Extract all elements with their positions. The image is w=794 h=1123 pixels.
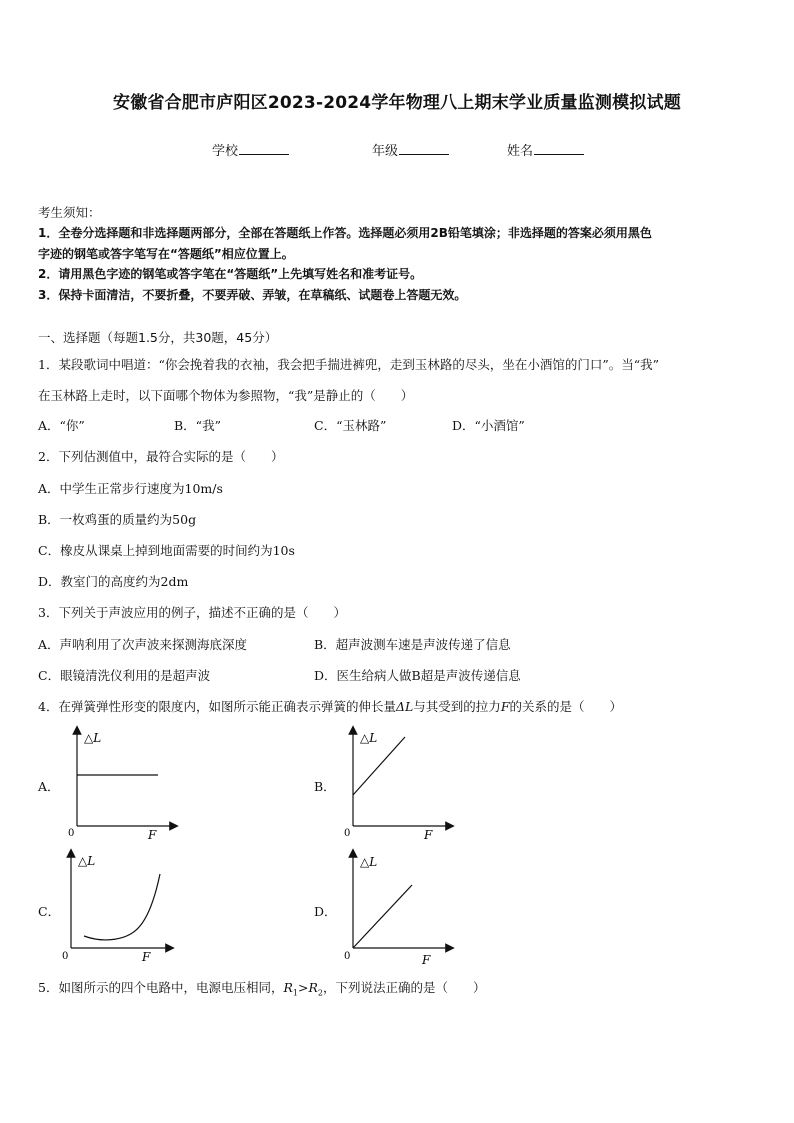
q1-stem-b: 在玉林路上走时，以下面哪个物体为参照物，“我”是静止的（ ） [38, 388, 414, 403]
graph-c-curve [84, 874, 160, 940]
graph-c-y-label: △L [78, 854, 96, 868]
q4-stem-mid: 与其受到的拉力 [413, 699, 501, 714]
q2-option-d[interactable]: D．教室门的高度约为2dm [38, 574, 189, 589]
q5-r2: R [308, 980, 318, 995]
graph-b-x-label: F [424, 828, 433, 842]
notice-heading: 考生须知： [38, 205, 101, 220]
q4-option-c[interactable]: C． [38, 904, 61, 919]
grade-field[interactable] [372, 140, 449, 159]
q5-r2-sub: 2 [317, 988, 323, 998]
page-title: 安徽省合肥市庐阳区2023-2024学年物理八上期末学业质量监测模拟试题 [113, 93, 681, 113]
q3-stem: 3．下列关于声波应用的例子，描述不正确的是（ ） [38, 605, 346, 620]
graph-c-x-label: F [142, 950, 151, 964]
q1-option-c[interactable]: C．“玉林路” [314, 418, 387, 433]
name-field[interactable] [507, 140, 584, 159]
school-label: 学校 [212, 144, 239, 159]
school-field[interactable] [212, 140, 289, 159]
q4-stem-pre: 4．在弹簧弹性形变的限度内，如图所示能正确表示弹簧的伸长量 [38, 699, 396, 714]
graph-c-origin: 0 [62, 951, 69, 962]
graph-d-curve [353, 885, 412, 948]
q2-option-c[interactable]: C．橡皮从课桌上掉到地面需要的时间约为10s [38, 543, 295, 558]
graph-b-origin: 0 [344, 828, 351, 839]
q5-stem-pre: 5．如图所示的四个电路中，电源电压相同， [38, 980, 284, 995]
graph-b-y-label: △L [360, 731, 378, 745]
notice-line-3: 3．保持卡面清洁，不要折叠，不要弄破、弄皱，在草稿纸、试题卷上答题无效。 [38, 288, 467, 302]
graph-b[interactable] [338, 725, 468, 845]
q5-gt: > [297, 980, 309, 995]
q1-stem-a: 1．某段歌词中唱道：“你会挽着我的衣袖，我会把手揣进裤兜，走到玉林路的尽头，坐在小酒馆的门口”。当“我” [38, 357, 660, 372]
q3-option-b[interactable]: B．超声波测车速是声波传递了信息 [314, 637, 511, 652]
grade-blank[interactable] [399, 142, 449, 155]
q4-stem-post: 的关系的是（ ） [509, 699, 623, 714]
q1-option-a[interactable]: A．“你” [38, 418, 85, 433]
q2-option-a[interactable]: A．中学生正常步行速度为10m/s [38, 481, 223, 496]
q4-stem-f: F [500, 699, 510, 714]
graph-d-origin: 0 [344, 951, 351, 962]
graph-a-y-label: △L [84, 731, 102, 745]
q4-stem [38, 697, 622, 715]
q2-option-b[interactable]: B．一枚鸡蛋的质量约为50g [38, 512, 197, 527]
q4-stem-dl: ΔL [395, 699, 414, 714]
q5-r1-sub: 1 [292, 988, 298, 998]
notice-line-2: 2．请用黑色字迹的钢笔或答字笔在“答题纸”上先填写姓名和准考证号。 [38, 267, 423, 281]
q1-option-b[interactable]: B．“我” [174, 418, 221, 433]
name-blank[interactable] [534, 142, 584, 155]
notice-line-1a: 1．全卷分选择题和非选择题两部分，全部在答题纸上作答。选择题必须用2B铅笔填涂；非选择题的答案必须用黑色 [38, 226, 652, 240]
graph-d[interactable] [338, 848, 468, 973]
q5-r1: R [283, 980, 293, 995]
q5-stem [38, 978, 486, 998]
graph-d-x-label: F [422, 953, 431, 967]
grade-label: 年级 [372, 144, 399, 159]
notice-line-1b: 字迹的钢笔或答字笔写在“答题纸”相应位置上。 [38, 247, 294, 261]
section-heading: 一、选择题（每题1.5分，共30题，45分） [38, 330, 278, 345]
graph-c[interactable] [58, 848, 188, 968]
graph-d-y-label: △L [360, 855, 378, 869]
q3-option-d[interactable]: D．医生给病人做B超是声波传递信息 [314, 668, 521, 683]
q4-option-d[interactable]: D． [314, 904, 337, 919]
q1-option-d[interactable]: D．“小酒馆” [452, 418, 525, 433]
q3-option-a[interactable]: A．声呐利用了次声波来探测海底深度 [38, 637, 248, 652]
q4-option-a[interactable]: A． [38, 779, 60, 794]
graph-a-x-label: F [148, 828, 157, 842]
graph-a[interactable] [62, 725, 192, 845]
school-blank[interactable] [239, 142, 289, 155]
q3-option-c[interactable]: C．眼镜清洗仪利用的是超声波 [38, 668, 211, 683]
graph-a-origin: 0 [68, 828, 75, 839]
graph-b-curve [353, 737, 405, 795]
q2-stem: 2．下列估测值中，最符合实际的是（ ） [38, 449, 284, 464]
q5-stem-post: ，下列说法正确的是（ ） [322, 980, 486, 995]
q4-option-b[interactable]: B． [314, 779, 336, 794]
name-label: 姓名 [507, 144, 534, 159]
